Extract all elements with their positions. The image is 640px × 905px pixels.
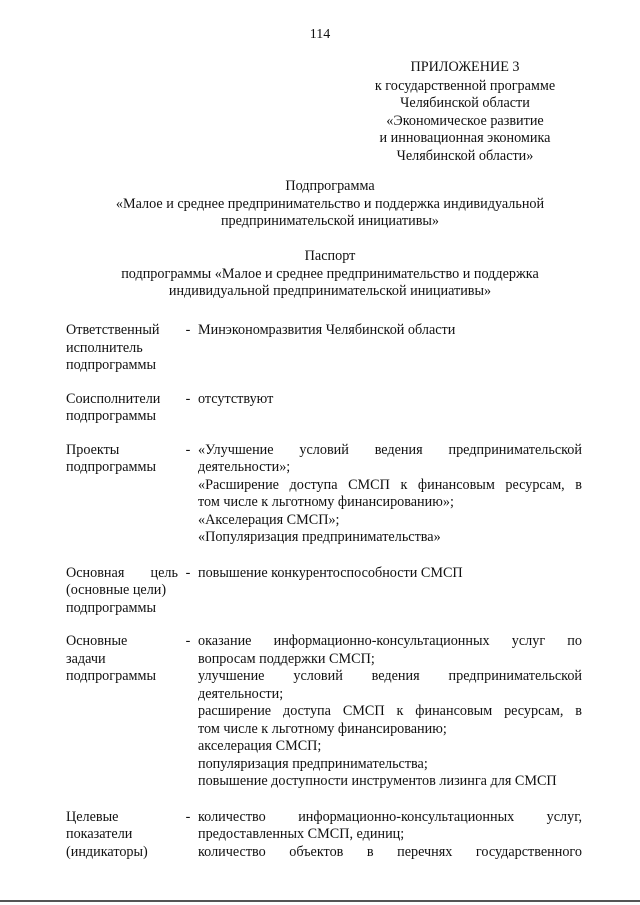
- row-main-goal: [66, 565, 582, 618]
- label-line: Целевые: [66, 808, 119, 825]
- page-number: 114: [309, 27, 331, 42]
- value-line: количество объектов в перечнях государственного: [198, 843, 582, 860]
- passport-name-line: подпрограммы «Малое и среднее предпринимательство и поддержка: [121, 265, 539, 282]
- label-line: подпрограммы: [66, 668, 156, 684]
- subprogram-name-line: «Малое и среднее предпринимательство и поддержка индивидуальной: [115, 195, 545, 212]
- value-line: оказание информационно-консультационных услуг по: [198, 633, 582, 649]
- subprogram-name-line: предпринимательской инициативы»: [220, 213, 440, 229]
- value-line: том числе к льготному финансированию»;: [198, 494, 454, 510]
- label-line: Основные: [66, 633, 128, 649]
- label-line: (основные цели): [66, 582, 167, 598]
- value-line: расширение доступа СМСП к финансовым ресурсам, в: [198, 703, 582, 719]
- value-line: том числе к льготному финансированию;: [198, 720, 447, 737]
- label-line: Основная цель: [66, 564, 178, 581]
- value-line: предоставленных СМСП, единиц;: [198, 826, 405, 842]
- label-line: исполнитель: [66, 339, 143, 356]
- row-coexecutors: [66, 391, 582, 426]
- row-value: [198, 442, 582, 547]
- value-line: акселерация СМСП;: [198, 738, 322, 754]
- row-target-indicators: [66, 809, 582, 862]
- value-line: «Расширение доступа СМСП к финансовым ресурсам, в: [198, 476, 582, 493]
- row-value: [198, 633, 582, 791]
- page-bottom-border: [0, 900, 640, 902]
- appendix-line: Челябинской области: [400, 95, 530, 111]
- label-line: задачи: [66, 650, 106, 667]
- label-line: подпрограммы: [66, 408, 156, 424]
- row-dash: -: [185, 633, 191, 649]
- passport-title-block: [60, 248, 600, 301]
- row-value: отсутствуют: [198, 390, 274, 407]
- subprogram-heading: Подпрограмма: [285, 178, 375, 194]
- value-line: вопросам поддержки СМСП;: [198, 650, 375, 667]
- appendix-line: «Экономическое развитие: [386, 112, 544, 129]
- row-label: [66, 565, 178, 618]
- label-line: подпрограммы: [66, 459, 156, 475]
- value-line: популяризация предпринимательства;: [198, 755, 428, 772]
- value-line: «Популяризация предпринимательства»: [198, 529, 441, 545]
- subprogram-title-block: [60, 178, 600, 231]
- row-projects: [66, 442, 582, 547]
- row-dash: -: [185, 441, 191, 458]
- appendix-title: ПРИЛОЖЕНИЕ 3: [410, 59, 520, 75]
- row-dash: -: [185, 808, 191, 825]
- row-label: [66, 442, 178, 547]
- passport-table: [66, 322, 582, 861]
- value-line: повышение доступности инструментов лизинга для СМСП: [198, 773, 557, 789]
- appendix-block: [345, 59, 585, 165]
- appendix-line: Челябинской области»: [396, 147, 534, 164]
- value-line: деятельности;: [198, 685, 284, 702]
- row-label: [66, 391, 178, 426]
- row-main-tasks: [66, 633, 582, 791]
- value-line: улучшение условий ведения предпринимательской: [198, 668, 582, 684]
- row-label: [66, 322, 178, 375]
- row-dash: -: [185, 322, 191, 338]
- row-label: [66, 809, 178, 862]
- row-dash: -: [185, 390, 191, 407]
- label-line: Проекты: [66, 441, 120, 458]
- label-line: подпрограммы: [66, 357, 156, 373]
- row-dash: -: [185, 564, 191, 581]
- label-line: подпрограммы: [66, 599, 156, 616]
- label-line: показатели: [66, 826, 133, 842]
- row-value: Минэкономразвития Челябинской области: [198, 322, 456, 338]
- value-line: деятельности»;: [198, 459, 291, 475]
- passport-heading: Паспорт: [304, 248, 356, 264]
- appendix-line: и инновационная экономика: [379, 130, 551, 146]
- value-line: «Улучшение условий ведения предпринимательской: [198, 441, 582, 458]
- label-line: Ответственный: [66, 322, 160, 338]
- passport-name-line: индивидуальной предпринимательской инициативы»: [168, 283, 492, 299]
- row-value: [198, 809, 582, 862]
- value-line: «Акселерация СМСП»;: [198, 511, 340, 528]
- label-line: (индикаторы): [66, 843, 148, 860]
- label-line: Соисполнители: [66, 390, 161, 407]
- value-line: количество информационно-консультационных услуг,: [198, 808, 582, 825]
- row-value: повышение конкурентоспособности СМСП: [198, 564, 463, 581]
- row-responsible-executor: [66, 322, 582, 375]
- appendix-line: к государственной программе: [374, 77, 556, 94]
- row-label: [66, 633, 178, 791]
